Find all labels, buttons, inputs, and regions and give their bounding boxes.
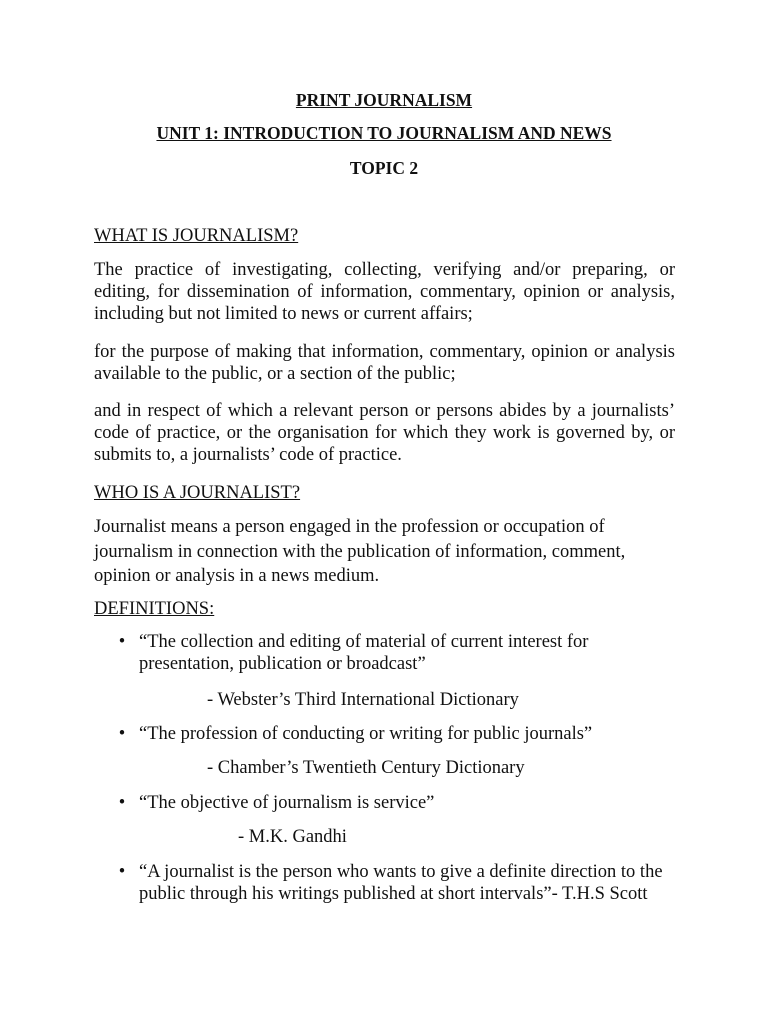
document-title-text: PRINT JOURNALISM — [295, 90, 473, 110]
definition-source: - Chamber’s Twentieth Century Dictionary — [207, 758, 525, 778]
topic-heading-text: TOPIC 2 — [349, 158, 419, 178]
paragraph-code-of-practice: and in respect of which a relevant person or persons abides by a journalists’ code of practice, or the organisation for which they work is governed by, or submits to, a journalists’ code of practice. — [94, 401, 675, 465]
definition-quote: “A journalist is the person who wants to give a definite direction to the public through his writings published at short intervals”- T.H.S Scott — [139, 862, 663, 904]
bullet-icon: • — [118, 724, 126, 744]
unit-heading — [0, 122, 768, 144]
bullet-icon: • — [118, 862, 126, 882]
paragraph-purpose: for the purpose of making that information, commentary, opinion or analysis available to the public, or a section of the public; — [94, 342, 675, 384]
section-heading-definitions: DEFINITIONS: — [94, 599, 215, 619]
definition-source: - M.K. Gandhi — [238, 827, 347, 847]
bullet-icon: • — [118, 793, 126, 813]
bullet-icon: • — [118, 632, 126, 652]
paragraph-definition: The practice of investigating, collecting, verifying and/or preparing, or editing, for dissemination of information, commentary, opinion or analysis, including but not limited to news or current affairs; — [94, 260, 675, 324]
definition-quote: “The objective of journalism is service” — [139, 793, 435, 813]
unit-heading-text: UNIT 1: INTRODUCTION TO JOURNALISM AND NEWS — [156, 123, 612, 143]
section-heading-what-is-journalism: WHAT IS JOURNALISM? — [94, 226, 299, 246]
topic-heading — [0, 157, 768, 179]
definition-source: - Webster’s Third International Dictionary — [207, 690, 519, 710]
definition-quote: “The collection and editing of material of current interest for presentation, publication or broadcast” — [139, 632, 589, 674]
section-heading-who-is-a-journalist: WHO IS A JOURNALIST? — [94, 483, 301, 503]
document-title — [0, 89, 768, 111]
definition-quote: “The profession of conducting or writing for public journals” — [139, 724, 593, 744]
paragraph-journalist-meaning: Journalist means a person engaged in the profession or occupation of journalism in connection with the publication of information, comment, opinion or analysis in a news medium. — [94, 517, 626, 586]
